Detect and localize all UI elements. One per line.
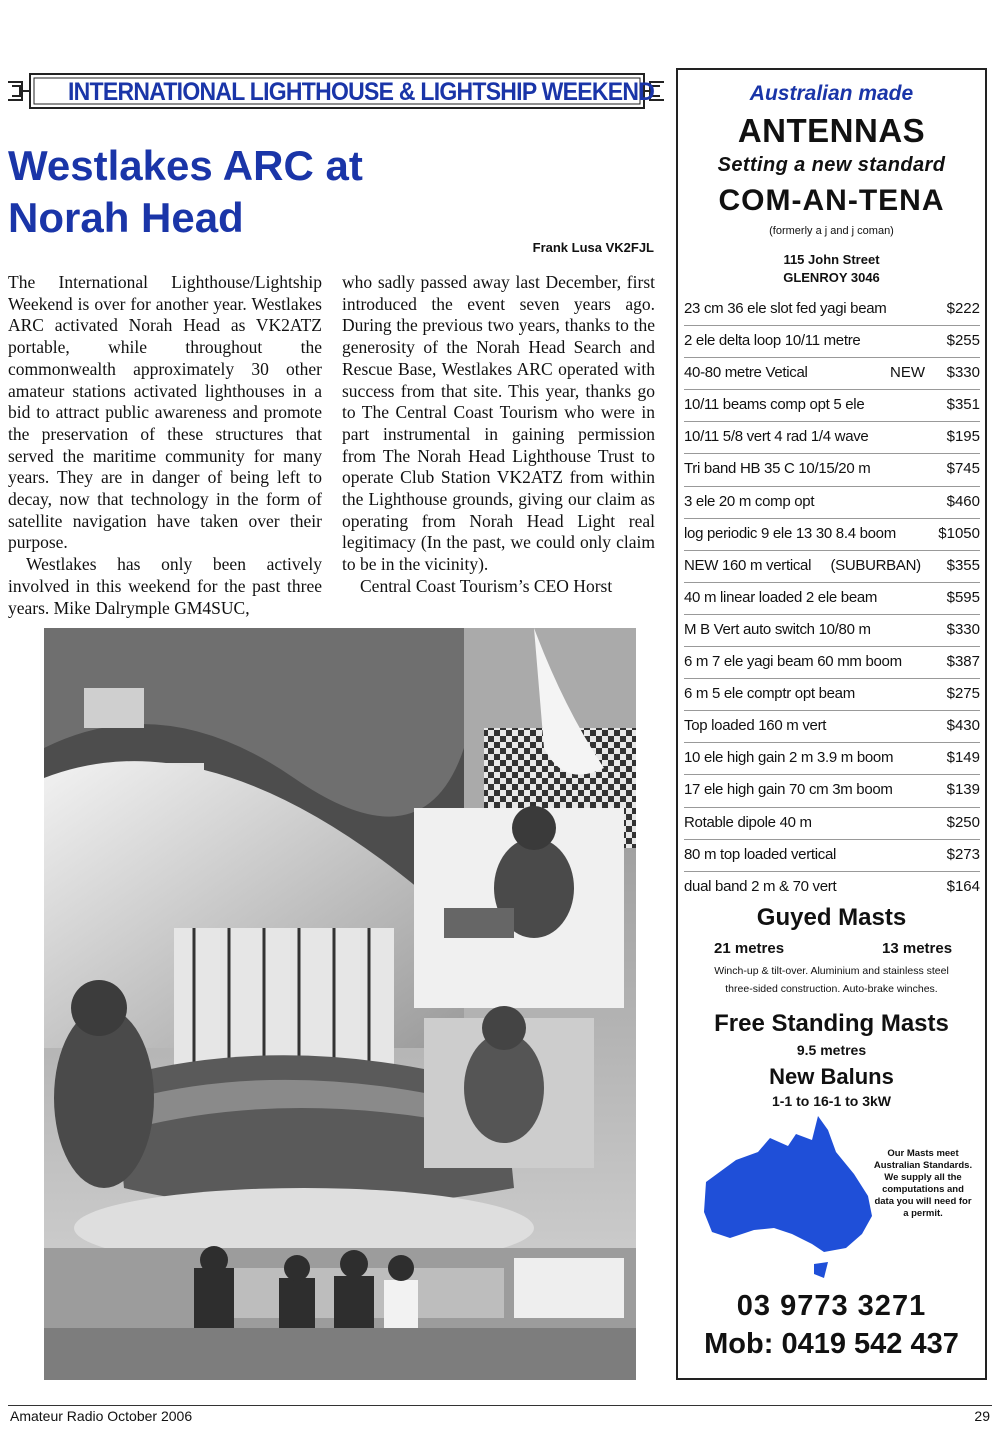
product-price: $139 xyxy=(946,781,980,799)
product-price: $745 xyxy=(946,460,980,478)
article-headline xyxy=(8,140,428,244)
ad-formerly: (formerly a j and j coman) xyxy=(769,225,894,237)
product-price: $387 xyxy=(946,653,980,671)
price-row xyxy=(684,582,980,614)
ad-city: GLENROY 3046 xyxy=(783,270,880,285)
product-price: $351 xyxy=(946,396,980,414)
price-row xyxy=(684,550,980,582)
product-name: Tri band HB 35 C 10/15/20 m xyxy=(684,460,871,478)
product-name: 6 m 7 ele yagi beam 60 mm boom xyxy=(684,653,902,671)
ad-mobile: Mob: 0419 542 437 xyxy=(704,1328,959,1360)
ad-australian-made: Australian made xyxy=(749,82,914,105)
product-price: $355 xyxy=(946,556,980,574)
price-row xyxy=(684,453,980,485)
new-tag: NEW xyxy=(890,364,925,382)
product-name: dual band 2 m & 70 vert xyxy=(684,877,837,895)
price-row xyxy=(684,871,980,903)
product-name: Top loaded 160 m vert xyxy=(684,717,827,735)
price-row xyxy=(684,357,980,389)
product-price: $460 xyxy=(946,492,980,510)
paragraph: The International Lighthouse/Lightship Weekend is over for another year. Westlakes ARC activated Norah Head as VK2ATZ portable, while throughout the commonwealth approximately 30 other amateur stations activated lighthouses in a bid to attract public awareness and promote the preservation of these structures that served the maritime community for many years. They are in danger of being left to decay, now that technology in the form of satellite navigation have taken over their purpose. xyxy=(8,272,322,553)
product-price: $275 xyxy=(946,685,980,703)
product-price: $430 xyxy=(946,717,980,735)
ad-tagline: Setting a new standard xyxy=(717,154,946,176)
product-name: 3 ele 20 m comp opt xyxy=(684,492,815,510)
footer-publication: Amateur Radio October 2006 xyxy=(10,1408,193,1424)
product-name: 2 ele delta loop 10/11 metre xyxy=(684,332,861,350)
product-price: $330 xyxy=(946,364,980,382)
price-row xyxy=(684,646,980,678)
product-price: $1050 xyxy=(938,524,980,542)
product-price: $149 xyxy=(946,749,980,767)
product-name: 23 cm 36 ele slot fed yagi beam xyxy=(684,300,887,317)
product-name: 6 m 5 ele comptr opt beam xyxy=(684,685,855,703)
banner-title: INTERNATIONAL LIGHTHOUSE & LIGHTSHIP WEEKEND xyxy=(68,78,655,106)
product-price: $330 xyxy=(946,620,980,638)
price-row xyxy=(684,678,980,710)
ad-antennas-heading: ANTENNAS xyxy=(737,112,926,149)
headline-line-1: Westlakes ARC at xyxy=(8,142,363,189)
ad-baluns: New Baluns xyxy=(769,1064,894,1089)
section-banner xyxy=(6,70,666,112)
product-name: NEW 160 m vertical (SUBURBAN) xyxy=(684,556,921,574)
product-name: 10 ele high gain 2 m 3.9 m boom xyxy=(684,749,894,767)
product-price: $595 xyxy=(946,588,980,606)
ad-street: 115 John Street xyxy=(783,252,880,267)
paragraph: Westlakes has only been actively involved in this weekend for the past three years. Mike Dalrymple GM4SUC, xyxy=(8,554,322,618)
photo-collage-image xyxy=(44,628,636,1380)
ad-brand-name: COM-AN-TENA xyxy=(718,184,945,217)
ad-winch-line-2: three-sided construction. Auto-brake winches. xyxy=(725,983,938,995)
product-name: M B Vert auto switch 10/80 m xyxy=(684,620,871,638)
ad-guyed-13: 13 metres xyxy=(882,940,953,957)
article-column-right xyxy=(342,272,655,598)
price-row xyxy=(684,807,980,839)
price-row xyxy=(684,486,980,518)
byline: Frank Lusa VK2FJL xyxy=(532,240,654,255)
ad-winch-text xyxy=(678,962,985,998)
ad-free-length: 9.5 metres xyxy=(796,1042,867,1058)
headline-line-2: Norah Head xyxy=(8,194,244,241)
product-name: 40 m linear loaded 2 ele beam xyxy=(684,588,878,606)
product-price: $195 xyxy=(946,428,980,446)
price-row xyxy=(684,518,980,550)
product-name: 10/11 5/8 vert 4 rad 1/4 wave xyxy=(684,428,869,446)
product-price: $255 xyxy=(946,332,980,350)
ad-phone: 03 9773 3271 xyxy=(736,1290,927,1322)
ad-free-standing: Free Standing Masts xyxy=(714,1010,949,1037)
footer-divider xyxy=(8,1405,992,1406)
price-row xyxy=(684,839,980,871)
price-row xyxy=(684,614,980,646)
page-number: 29 xyxy=(974,1408,990,1424)
photo-collage xyxy=(44,628,636,1380)
ad-guyed-masts: Guyed Masts xyxy=(756,904,907,931)
price-row xyxy=(684,421,980,453)
product-name: 10/11 beams comp opt 5 ele xyxy=(684,396,865,414)
price-row xyxy=(684,325,980,357)
product-price: $164 xyxy=(946,877,980,895)
price-row xyxy=(684,774,980,806)
ad-winch-line-1: Winch-up & tilt-over. Aluminium and stainless steel xyxy=(714,965,949,977)
ad-balun-ratio: 1-1 to 16-1 to 3kW xyxy=(771,1093,892,1109)
product-name: 40-80 metre Vetical xyxy=(684,364,808,382)
price-row xyxy=(684,389,980,421)
price-row xyxy=(684,294,980,325)
ad-guyed-21: 21 metres xyxy=(714,940,785,957)
product-name: 17 ele high gain 70 cm 3m boom xyxy=(684,781,893,799)
product-price: $250 xyxy=(946,813,980,831)
paragraph: who sadly passed away last December, first introduced the event seven years ago. During the previous two years, thanks to the generosity of the Norah Head Search and Rescue Base, Westlakes ARC operated with success from that site. This year, thanks go to The Central Coast Tourism who were in part instrumental in gaining permission from The Norah Head Lighthouse Trust to operate Club Station VK2ATZ from within the Lighthouse grounds, giving our claim as operating from Norah Head Light real legitimacy (In the past, we could only claim to be in the vicinity). xyxy=(342,272,655,575)
antenna-advertisement xyxy=(676,68,987,1380)
price-row xyxy=(684,742,980,774)
product-price: $273 xyxy=(946,845,980,863)
ad-masts-note: Our Masts meet Australian Standards. We supply all the computations and data you will need for a permit. xyxy=(873,1148,973,1219)
paragraph: Central Coast Tourism’s CEO Horst xyxy=(360,575,613,596)
price-row xyxy=(684,710,980,742)
product-name: Rotable dipole 40 m xyxy=(684,813,812,831)
product-name: 80 m top loaded vertical xyxy=(684,845,837,863)
product-name: log periodic 9 ele 13 30 8.4 boom xyxy=(684,524,896,542)
australia-map-icon xyxy=(696,1112,896,1282)
product-price: $222 xyxy=(946,300,980,317)
price-list xyxy=(684,294,980,903)
article-column-left xyxy=(8,272,322,619)
